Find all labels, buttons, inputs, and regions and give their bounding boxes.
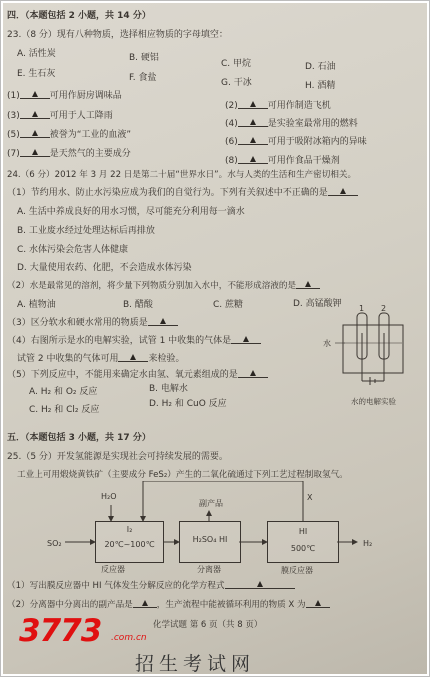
- answer-blank: [20, 131, 50, 138]
- separator-caption: 分离器: [197, 565, 221, 574]
- electrolysis-figure: [321, 303, 421, 415]
- answer-blank: [238, 102, 268, 109]
- answer-blank: [225, 582, 295, 589]
- item-text: 可用于吸附冰箱内的异味: [267, 137, 367, 147]
- blank-marker-icon: [32, 111, 38, 117]
- q23-option: G. 干冰: [221, 78, 252, 88]
- q23-option: C. 甲烷: [221, 59, 252, 69]
- q24-part1-option: A. 生活中养成良好的用水习惯，尽可能充分利用每一滴水: [17, 207, 245, 217]
- blank-marker-icon: [250, 137, 256, 143]
- item-text: 是实验室最常用的燃料: [267, 119, 358, 129]
- q24-part3-text: （3）区分软水和硬水常用的物质是: [7, 318, 148, 328]
- q24-part1-text: （1）节约用水、防止水污染应成为我们的自觉行为。下列有关叙述中不正确的是: [7, 188, 328, 198]
- q24-part1-option: C. 水体污染会危害人体健康: [17, 245, 129, 255]
- item-number: (1): [7, 91, 20, 101]
- q24-part1-option: B. 工业废水经过处理达标后再排放: [17, 226, 155, 236]
- membrane-reactor-box: [267, 521, 339, 563]
- q23-option: F. 食盐: [129, 73, 157, 83]
- blank-marker-icon: [130, 354, 136, 360]
- blank-marker-icon: [315, 600, 321, 606]
- blank-marker-icon: [142, 600, 148, 606]
- membrane-temperature: 500℃: [290, 544, 316, 553]
- reactor-reagent: I₂: [126, 525, 133, 534]
- q24-part4-text: （4）右图所示是水的电解实验，试管 1 中收集的气体是: [7, 336, 232, 346]
- q24-part5-option: A. H₂ 和 O₂ 反应: [29, 387, 98, 397]
- item-number: (8): [225, 156, 238, 166]
- q24-part5-option: B. 电解水: [149, 384, 188, 394]
- reactor-caption: 反应器: [101, 565, 125, 574]
- item-text: 可用于人工降雨: [49, 111, 113, 121]
- answer-blank: [238, 157, 268, 164]
- q25-sub2-text: （2）分离器中分离出的副产品是: [7, 600, 133, 610]
- blank-marker-icon: [160, 318, 166, 324]
- answer-blank: [296, 282, 320, 289]
- q24-part2-option: A. 植物油: [17, 300, 56, 310]
- answer-blank: [148, 319, 178, 326]
- item-text: 被誉为“工业的血液”: [49, 130, 132, 140]
- x-label: X: [307, 493, 313, 502]
- blank-marker-icon: [340, 188, 346, 194]
- reactor-temperature: 20℃~100℃: [104, 540, 155, 549]
- item-text: 是天然气的主要成分: [49, 149, 131, 159]
- q25-line1: 25.（5 分）开发氢能源是实现社会可持续发展的需要。: [7, 452, 228, 462]
- item-number: (6): [225, 137, 238, 147]
- q24-part5: [7, 370, 268, 381]
- q23-item: [7, 149, 131, 160]
- q24-part2-text: （2）水是最常见的溶剂，将少量下列物质分别加入水中，不能形成溶液的是: [7, 281, 297, 291]
- q25-line2: 工业上可用煅烧黄铁矿（主要成分 FeS₂）产生的二氧化硫通过下列工艺过程制取氢气。: [17, 470, 348, 480]
- blank-marker-icon: [32, 91, 38, 97]
- byproduct-label: 副产品: [199, 499, 223, 508]
- q24-part4: [7, 336, 261, 347]
- q23-stem: 23.（8 分）现有八种物质，选择相应物质的字母填空：: [7, 30, 228, 40]
- q24-part5-option: C. H₂ 和 Cl₂ 反应: [29, 405, 100, 415]
- q25-sub1-text: （1）写出膜反应器中 HI 气体发生分解反应的化学方程式: [7, 581, 225, 591]
- answer-blank: [20, 92, 50, 99]
- site-name: 招生考试网: [135, 653, 256, 675]
- q23-option: D. 石油: [305, 62, 336, 72]
- h2-label: H₂: [363, 539, 373, 548]
- water-label: 水: [323, 339, 331, 348]
- blank-marker-icon: [250, 370, 256, 376]
- q23-item: [225, 137, 367, 148]
- item-number: (4): [225, 119, 238, 129]
- reactor-box: [95, 521, 164, 563]
- membrane-reagent: HI: [298, 527, 308, 536]
- q24-part4-text: 试管 2 中收集的气体可用: [17, 354, 119, 364]
- item-text: 可用作食品干燥剂: [267, 156, 340, 166]
- q23-item: [225, 101, 331, 112]
- q23-option: E. 生石灰: [17, 69, 56, 79]
- blank-marker-icon: [250, 156, 256, 162]
- answer-blank: [238, 138, 268, 145]
- item-number: (3): [7, 111, 20, 121]
- q24-part4-line2: [17, 354, 184, 365]
- answer-blank: [133, 601, 157, 608]
- tube-1-label: 1: [359, 304, 365, 313]
- answer-blank: [20, 150, 50, 157]
- answer-blank: [328, 189, 358, 196]
- item-number: (5): [7, 130, 20, 140]
- blank-marker-icon: [32, 149, 38, 155]
- q23-option: H. 酒精: [305, 81, 336, 91]
- q24-part2-option: D. 高锰酸钾: [293, 299, 342, 309]
- recycle-x-arrow: [143, 481, 303, 521]
- q23-item: [7, 130, 131, 141]
- water-trough: [343, 325, 403, 373]
- answer-blank: [306, 601, 330, 608]
- blank-marker-icon: [32, 130, 38, 136]
- q24-part1-option: D. 大量使用农药、化肥，不会造成水体污染: [17, 263, 192, 273]
- membrane-caption: 膜反应器: [281, 566, 313, 575]
- blank-marker-icon: [257, 581, 263, 587]
- answer-blank: [238, 120, 268, 127]
- q24-stem: 24.（6 分）2012 年 3 月 22 日是第二十届“世界水日”。水与人类的生活和生产密切相关。: [7, 170, 357, 180]
- blank-marker-icon: [243, 336, 249, 342]
- q25-sub1: [7, 581, 295, 592]
- h2o-label: H₂O: [101, 492, 117, 501]
- answer-blank: [231, 337, 261, 344]
- q24-part2-option: B. 醋酸: [123, 300, 153, 310]
- q23-item: [225, 156, 340, 167]
- q23-item: [7, 91, 122, 102]
- page-footer: 化学试题 第 6 页（共 8 页）: [153, 620, 263, 630]
- q25-sub2-tail: ，生产流程中能被循环利用的物质 X 为: [156, 600, 306, 610]
- blank-marker-icon: [250, 119, 256, 125]
- blank-marker-icon: [305, 281, 311, 287]
- site-logo-domain: .com.cn: [111, 633, 147, 643]
- q24-part5-text: （5）下列反应中，不能用来确定水由氢、氧元素组成的是: [7, 370, 238, 380]
- item-text: 可用作厨房调味品: [49, 91, 122, 101]
- item-text: 可用作制造飞机: [267, 101, 331, 111]
- answer-blank: [118, 355, 148, 362]
- exam-paper-photo: [3, 3, 427, 674]
- section-4-header: 四．（本题包括 2 小题，共 14 分）: [7, 11, 151, 21]
- q24-part5-option: D. H₂ 和 CuO 反应: [149, 399, 227, 409]
- separator-box: [179, 521, 241, 563]
- figure-caption: 水的电解实验: [351, 397, 396, 406]
- answer-blank: [238, 371, 268, 378]
- q24-part1: [7, 188, 358, 199]
- q23-option: B. 硬铝: [129, 53, 159, 63]
- separator-contents: H₂SO₄ HI: [192, 535, 228, 544]
- tube-2-label: 2: [381, 304, 387, 313]
- q23-item: [7, 111, 113, 122]
- q23-option: A. 活性炭: [17, 49, 56, 59]
- item-number: (7): [7, 149, 20, 159]
- q24-part2: [7, 281, 320, 292]
- so2-label: SO₂: [47, 539, 62, 548]
- site-logo: 3773: [19, 613, 102, 649]
- q25-sub2: [7, 600, 330, 611]
- q24-part2-option: C. 蔗糖: [213, 300, 244, 310]
- blank-marker-icon: [250, 101, 256, 107]
- q24-part4-tail: 来检验。: [148, 354, 185, 364]
- item-number: (2): [225, 101, 238, 111]
- q23-item: [225, 119, 358, 130]
- section-5-header: 五．（本题包括 3 小题，共 17 分）: [7, 433, 151, 443]
- answer-blank: [20, 112, 50, 119]
- q24-part3: [7, 318, 178, 329]
